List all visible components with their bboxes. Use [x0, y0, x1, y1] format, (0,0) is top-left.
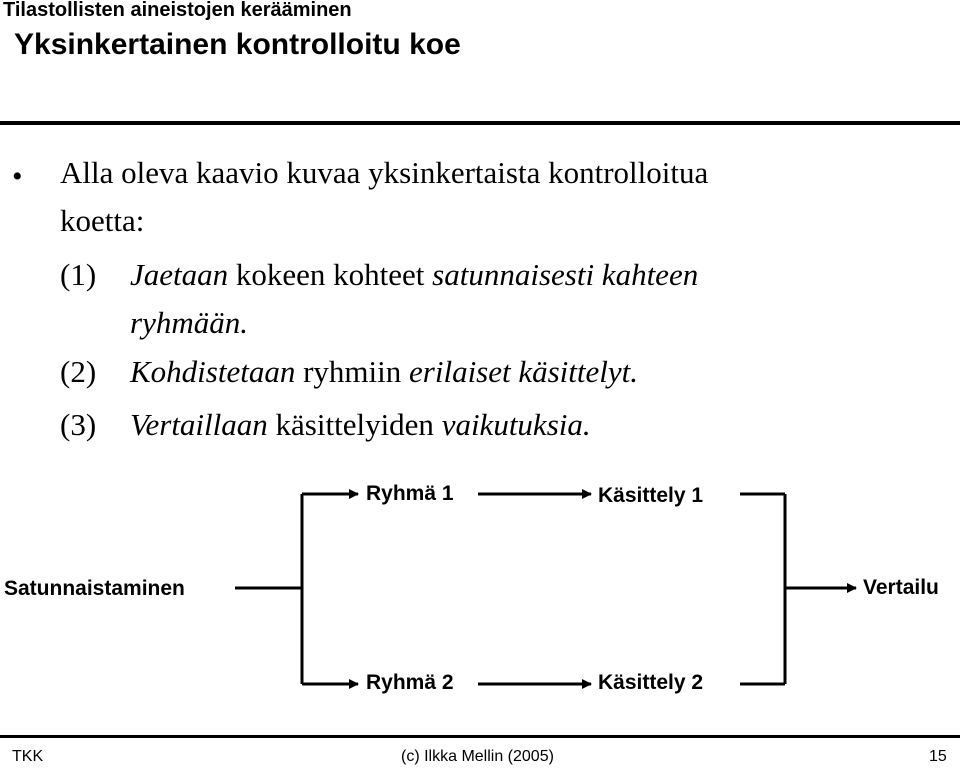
- list-item-continuation: [130, 305, 248, 341]
- item-verb: Kohdistetaan: [130, 354, 296, 389]
- list-item: [60, 257, 698, 293]
- intro-text-line-2: koetta:: [60, 203, 145, 238]
- item-emphasis: satunnaisesti kahteen: [432, 257, 699, 292]
- item-text: ryhmiin: [295, 354, 410, 389]
- slide-title: Yksinkertainen kontrolloitu koe: [14, 28, 461, 61]
- list-item: [60, 354, 638, 390]
- item-number: (2): [60, 354, 97, 389]
- group1-label: Ryhmä 1: [366, 482, 454, 505]
- slide-subtitle: Tilastollisten aineistojen kerääminen: [3, 0, 352, 21]
- intro-text-line-1: Alla oleva kaavio kuvaa yksinkertaista kontrolloitua: [60, 155, 709, 190]
- item-emphasis: erilaiset käsittelyt.: [409, 354, 639, 389]
- top-divider: [0, 121, 960, 125]
- bottom-divider: [0, 735, 960, 738]
- footer-institution: TKK: [12, 748, 44, 765]
- item-number: (1): [60, 257, 97, 292]
- bullet-icon: •: [12, 160, 23, 193]
- item-verb: Vertaillaan: [130, 407, 268, 442]
- item-verb: Jaetaan: [130, 257, 229, 292]
- item-emphasis: vaikutuksia.: [441, 407, 591, 442]
- treatment2-label: Käsittely 2: [598, 671, 704, 694]
- item-text: kokeen kohteet: [228, 257, 433, 292]
- item-number: (3): [60, 407, 97, 442]
- group2-label: Ryhmä 2: [366, 671, 454, 694]
- list-item: [60, 407, 591, 443]
- page-number: 15: [929, 748, 947, 765]
- randomization-label: Satunnaistaminen: [4, 577, 185, 600]
- footer-copyright: (c) Ilkka Mellin (2005): [401, 748, 554, 765]
- item-text: käsittelyiden: [267, 407, 442, 442]
- comparison-label: Vertailu: [863, 576, 939, 599]
- treatment1-label: Käsittely 1: [598, 484, 704, 507]
- item-emphasis: ryhmään.: [130, 305, 248, 340]
